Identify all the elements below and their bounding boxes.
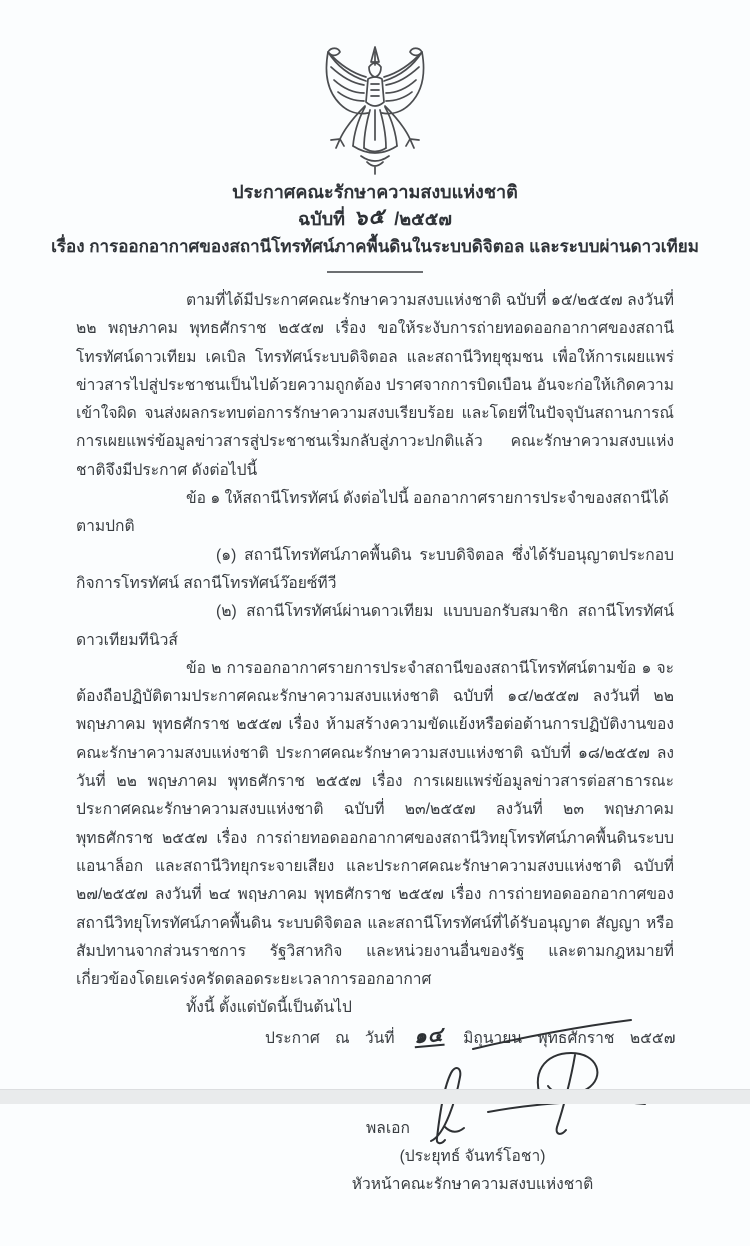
scan-edge-band (0, 1089, 750, 1104)
signer-title: หัวหน้าคณะรักษาความสงบแห่งชาติ (351, 1176, 594, 1194)
garuda-icon (295, 44, 455, 176)
handwritten-date: ๑๔ (412, 1023, 445, 1048)
issue-number-line (0, 206, 750, 232)
signature-icon (393, 1015, 653, 1155)
document-page (0, 44, 750, 1194)
handwritten-issue-number: ๖๕ (353, 204, 387, 231)
preamble-paragraph: ตามที่ได้มีประกาศคณะรักษาความสงบแห่งชาติ ฉบับที่ ๑๕/๒๕๕๗ ลงวันที่ ๒๒ พฤษภาคม พุทธศักราช ๒๕๕๗ เรื่อง ขอให้ระงับการถ่ายทอดออกอากาศของสถานีโทรทัศน์ดาวเทียม เคเบิล โทรทัศน์ระบบดิจิตอล และสถานีวิทยุชุมชน เพื่อให้การเผยแพร่ข่าวสารไปสู่ประชาชนเป็นไปด้วยความถูกต้อง ปราศจากการบิดเบือน อันจะก่อให้เกิดความเข้าใจผิด จนส่งผลกระทบต่อการรักษาความสงบเรียบร้อย และโดยที่ในปัจจุบันสถานการณ์การเผยแพร่ข้อมูลข่าวสารสู่ประชาชนเริ่มกลับสู่ภาวะปกติแล้ว คณะรักษาความสงบแห่งชาติจึงมีประกาศ ดังต่อไปนี้ (76, 292, 674, 479)
clause-1: ข้อ ๑ ให้สถานีโทรทัศน์ ดังต่อไปนี้ ออกอากาศรายการประจำของสถานีได้ตามปกติ (76, 490, 669, 536)
title-block (0, 180, 750, 273)
garuda-emblem (295, 44, 455, 176)
signer-name: (ประยุทธ์ จันทร์โอชา) (399, 1148, 546, 1166)
effective-line: ทั้งนี้ ตั้งแต่บัดนี้เป็นต้นไป (186, 999, 352, 1017)
signer-rank: พลเอก (366, 1120, 410, 1138)
proclamation-prefix: ประกาศ ณ วันที่ (265, 1029, 395, 1047)
proclamation-suffix: มิถุนายน พุทธศักราช ๒๕๕๗ (463, 1029, 676, 1047)
clause-1-sub-2: (๒) สถานีโทรทัศน์ผ่านดาวเทียม แบบบอกรับสมาชิก สถานีโทรทัศน์ดาวเทียมทีนิวส์ (76, 603, 674, 649)
issue-number-prefix: ฉบับที่ (298, 209, 346, 229)
org-title: ประกาศคณะรักษาความสงบแห่งชาติ (232, 182, 518, 202)
issue-number-suffix: /๒๕๕๗ (394, 209, 452, 229)
clause-1-sub-1: (๑) สถานีโทรทัศน์ภาคพื้นดิน ระบบดิจิตอล ซึ่งได้รับอนุญาตประกอบกิจการโทรทัศน์ สถานีโทรทัศน์ว๊อยซ์ทีวี (76, 546, 674, 592)
clause-2: ข้อ ๒ การออกอากาศรายการประจำสถานีของสถานีโทรทัศน์ตามข้อ ๑ จะต้องถือปฏิบัติตามประกาศคณะรักษาความสงบแห่งชาติ ฉบับที่ ๑๔/๒๕๕๗ ลงวันที่ ๒๒ พฤษภาคม พุทธศักราช ๒๕๕๗ เรื่อง ห้ามสร้างความขัดแย้งหรือต่อต้านการปฏิบัติงานของคณะรักษาความสงบแห่งชาติ ประกาศคณะรักษาความสงบแห่งชาติ ฉบับที่ ๑๘/๒๕๕๗ ลงวันที่ ๒๒ พฤษภาคม พุทธศักราช ๒๕๕๗ เรื่อง การเผยแพร่ข้อมูลข่าวสารต่อสาธารณะ ประกาศคณะรักษาความสงบแห่งชาติ ฉบับที่ ๒๓/๒๕๕๗ ลงวันที่ ๒๓ พฤษภาคม พุทธศักราช ๒๕๕๗ เรื่อง การถ่ายทอดออกอากาศของสถานีวิทยุโทรทัศน์ภาคพื้นดินระบบแอนาล็อก และสถานีวิทยุกระจายเสียง และประกาศคณะรักษาความสงบแห่งชาติ ฉบับที่ ๒๗/๒๕๕๗ ลงวันที่ ๒๔ พฤษภาคม พุทธศักราช ๒๕๕๗ เรื่อง การถ่ายทอดออกอากาศของสถานีวิทยุโทรทัศน์ภาคพื้นดิน ระบบดิจิตอล และสถานีโทรทัศน์ที่ได้รับอนุญาต สัญญา หรือสัมปทานจากส่วนราชการ รัฐวิสาหกิจ และหน่วยงานอื่นของรัฐ และตามกฎหมายที่เกี่ยวข้องโดยเคร่งครัดตลอดระยะเวลาการออกอากาศ (76, 659, 674, 989)
subject-line: เรื่อง การออกอากาศของสถานีโทรทัศน์ภาคพื้นดินในระบบดิจิตอล และระบบผ่านดาวเทียม (51, 237, 699, 256)
title-divider (327, 271, 423, 273)
document-body (76, 287, 674, 1023)
